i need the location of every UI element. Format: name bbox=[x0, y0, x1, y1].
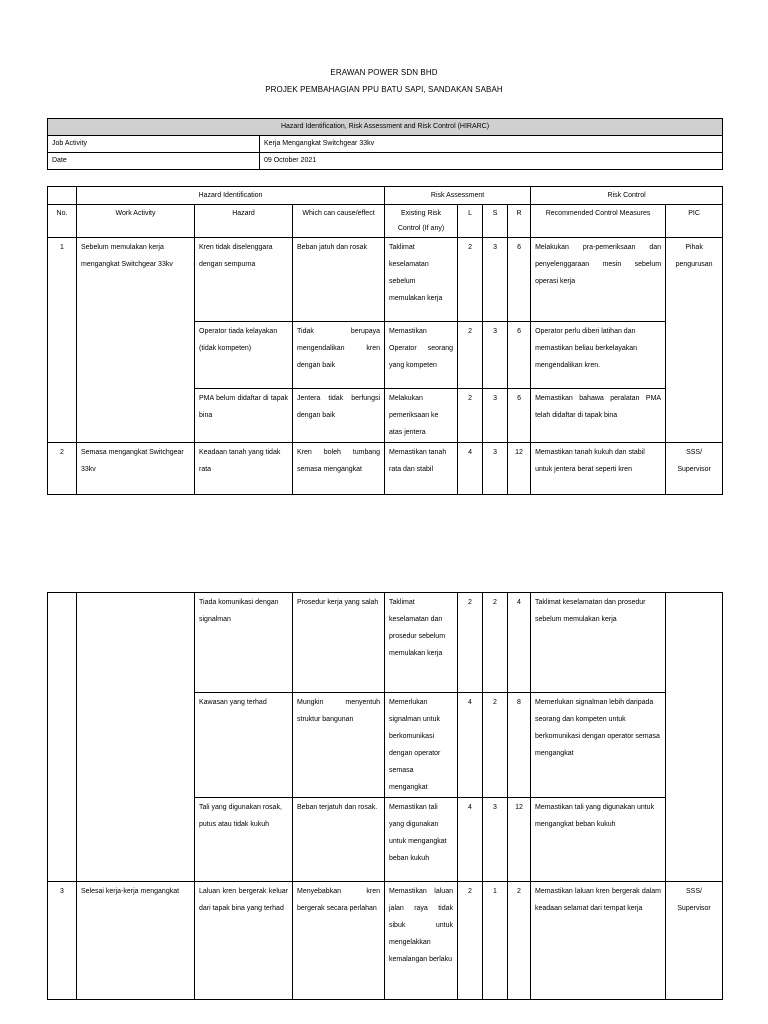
col-header-hazard: Hazard bbox=[195, 205, 293, 238]
likelihood: 2 bbox=[458, 882, 483, 1000]
cause: Jentera tidak berfungsi dengan baik bbox=[293, 389, 385, 443]
pic-empty bbox=[666, 593, 723, 882]
existing-control: Taklimat keselamatan dan prosedur sebelum memulakan kerja bbox=[385, 593, 458, 693]
risk: 4 bbox=[508, 593, 531, 693]
cause: Kren boleh tumbang semasa mengangkat bbox=[293, 443, 385, 495]
project-title: PROJEK PEMBAHAGIAN PPU BATU SAPI, SANDAKAN SABAH bbox=[265, 85, 503, 94]
table-row bbox=[48, 593, 723, 693]
severity: 3 bbox=[483, 443, 508, 495]
pic: Pihak pengurusan bbox=[666, 238, 723, 443]
likelihood: 2 bbox=[458, 593, 483, 693]
hazard: Kawasan yang terhad bbox=[195, 693, 293, 798]
col-header-recommended: Recommended Control Measures bbox=[531, 205, 666, 238]
recommended-control: Operator perlu diberi latihan dan memastikan beliau berkelayakan mengendalikan kren. bbox=[531, 322, 666, 389]
row-no: 1 bbox=[48, 238, 77, 443]
work-activity: Selesai kerja-kerja mengangkat bbox=[77, 882, 195, 1000]
recommended-control: Memerlukan signalman lebih daripada seorang dan kompeten untuk berkomunikasi dengan operator semasa mengangkat bbox=[531, 693, 666, 798]
existing-control: Memastikan laluan jalan raya tidak sibuk untuk mengelakkan kemalangan berlaku bbox=[385, 882, 458, 1000]
col-header-existing: Existing Risk Control (If any) bbox=[385, 205, 458, 238]
severity: 3 bbox=[483, 322, 508, 389]
likelihood: 2 bbox=[458, 238, 483, 322]
cause: Menyebabkan kren bergerak secara perlahan bbox=[293, 882, 385, 1000]
hazard: Kren tidak diselenggara dengan sempurna bbox=[195, 238, 293, 322]
table-row bbox=[48, 443, 723, 495]
table-row bbox=[48, 238, 723, 322]
risk: 12 bbox=[508, 798, 531, 882]
severity: 3 bbox=[483, 389, 508, 443]
risk: 6 bbox=[508, 322, 531, 389]
existing-control: Memastikan tali yang digunakan untuk mengangkat beban kukuh bbox=[385, 798, 458, 882]
col-header-r: R bbox=[508, 205, 531, 238]
likelihood: 2 bbox=[458, 389, 483, 443]
hazard: Keadaan tanah yang tidak rata bbox=[195, 443, 293, 495]
hazard: PMA belum didaftar di tapak bina bbox=[195, 389, 293, 443]
work-activity: Semasa mengangkat Switchgear 33kv bbox=[77, 443, 195, 495]
col-header-work-activity: Work Activity bbox=[77, 205, 195, 238]
likelihood: 4 bbox=[458, 693, 483, 798]
job-activity-value: Kerja Mengangkat Switchgear 33kv bbox=[260, 136, 723, 153]
risk: 8 bbox=[508, 693, 531, 798]
severity: 3 bbox=[483, 798, 508, 882]
severity: 1 bbox=[483, 882, 508, 1000]
pic: SSS/ Supervisor bbox=[666, 882, 723, 1000]
recommended-control: Memastikan laluan kren bergerak dalam keadaan selamat dari tempat kerja bbox=[531, 882, 666, 1000]
row-no-empty bbox=[48, 593, 77, 882]
recommended-control: Melakukan pra-pemeriksaan dan penyelenggaraan mesin sebelum operasi kerja bbox=[531, 238, 666, 322]
col-header-cause: Which can cause/effect bbox=[293, 205, 385, 238]
existing-control: Memastikan Operator seorang yang kompeten bbox=[385, 322, 458, 389]
cause: Prosedur kerja yang salah bbox=[293, 593, 385, 693]
existing-control: Melakukan pemeriksaan ke atas jentera bbox=[385, 389, 458, 443]
col-header-pic: PIC bbox=[666, 205, 723, 238]
recommended-control: Memastikan tali yang digunakan untuk mengangkat beban kukuh bbox=[531, 798, 666, 882]
severity: 3 bbox=[483, 238, 508, 322]
group-header-risk: Risk Assessment bbox=[385, 187, 531, 205]
hirarc-title: Hazard Identification, Risk Assessment and Risk Control (HIRARC) bbox=[48, 119, 723, 136]
company-name: ERAWAN POWER SDN BHD bbox=[330, 68, 438, 77]
work-activity: Sebelum memulakan kerja mengangkat Switchgear 33kv bbox=[77, 238, 195, 443]
hirarc-info-table bbox=[47, 118, 723, 170]
col-header-no: No. bbox=[48, 205, 77, 238]
col-header-s: S bbox=[483, 205, 508, 238]
recommended-control: Memastikan bahawa peralatan PMA telah didaftar di tapak bina bbox=[531, 389, 666, 443]
hirarc-continuation-table bbox=[47, 592, 723, 1000]
table-row bbox=[48, 882, 723, 1000]
hazard: Operator tiada kelayakan (tidak kompeten) bbox=[195, 322, 293, 389]
existing-control: Memastikan tanah rata dan stabil bbox=[385, 443, 458, 495]
hazard: Tali yang digunakan rosak, putus atau tidak kukuh bbox=[195, 798, 293, 882]
recommended-control: Taklimat keselamatan dan prosedur sebelum memulakan kerja bbox=[531, 593, 666, 693]
severity: 2 bbox=[483, 693, 508, 798]
risk: 12 bbox=[508, 443, 531, 495]
cause: Mungkin menyentuh struktur bangunan bbox=[293, 693, 385, 798]
group-header-control: Risk Control bbox=[531, 187, 723, 205]
hazard: Laluan kren bergerak keluar dari tapak bina yang terhad bbox=[195, 882, 293, 1000]
existing-control: Memerlukan signalman untuk berkomunikasi dengan operator semasa mengangkat bbox=[385, 693, 458, 798]
date-label: Date bbox=[48, 153, 260, 170]
hirarc-main-table bbox=[47, 186, 723, 495]
row-no: 3 bbox=[48, 882, 77, 1000]
date-value: 09 October 2021 bbox=[260, 153, 723, 170]
severity: 2 bbox=[483, 593, 508, 693]
blank-header-cell bbox=[48, 187, 77, 205]
col-header-l: L bbox=[458, 205, 483, 238]
likelihood: 4 bbox=[458, 443, 483, 495]
hazard: Tiada komunikasi dengan signalman bbox=[195, 593, 293, 693]
cause: Beban jatuh dan rosak bbox=[293, 238, 385, 322]
work-activity-empty bbox=[77, 593, 195, 882]
row-no: 2 bbox=[48, 443, 77, 495]
risk: 6 bbox=[508, 389, 531, 443]
risk: 6 bbox=[508, 238, 531, 322]
cause: Beban terjatuh dan rosak. bbox=[293, 798, 385, 882]
pic: SSS/ Supervisor bbox=[666, 443, 723, 495]
job-activity-label: Job Activity bbox=[48, 136, 260, 153]
recommended-control: Memastikan tanah kukuh dan stabil untuk jentera berat seperti kren bbox=[531, 443, 666, 495]
risk: 2 bbox=[508, 882, 531, 1000]
group-header-hazard: Hazard Identification bbox=[77, 187, 385, 205]
likelihood: 2 bbox=[458, 322, 483, 389]
likelihood: 4 bbox=[458, 798, 483, 882]
existing-control: Taklimat keselamatan sebelum memulakan kerja bbox=[385, 238, 458, 322]
cause: Tidak berupaya mengendalikan kren dengan baik bbox=[293, 322, 385, 389]
